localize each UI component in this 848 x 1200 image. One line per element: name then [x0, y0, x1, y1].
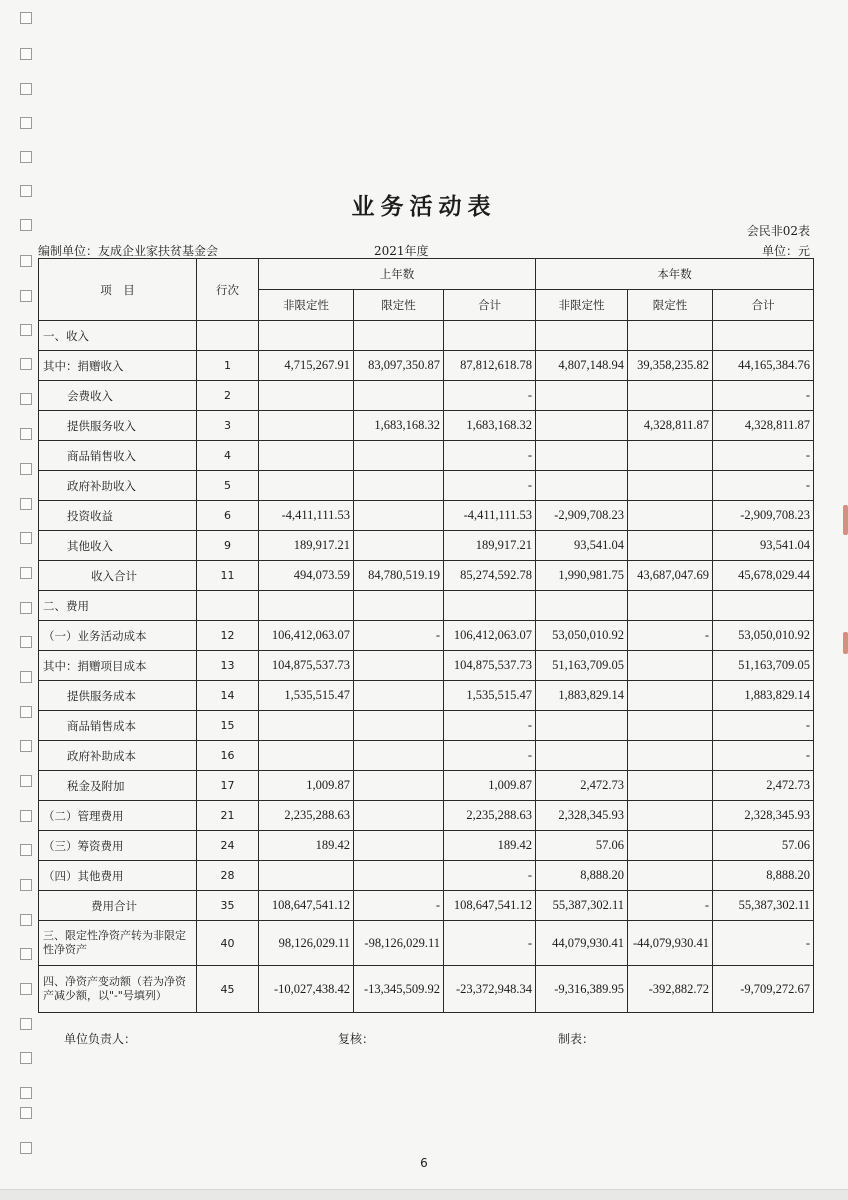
row-item: 其他收入 [39, 531, 197, 561]
row-item: （二）管理费用 [39, 801, 197, 831]
cell-prev-unrestricted [259, 381, 354, 411]
cell-prev-total: 85,274,592.78 [444, 561, 536, 591]
cell-curr-total: - [713, 741, 814, 771]
cell-prev-total: - [444, 381, 536, 411]
cell-curr-restricted: - [628, 891, 713, 921]
cell-curr-unrestricted: 57.06 [536, 831, 628, 861]
binding-hole [20, 914, 32, 926]
binding-hole [20, 602, 32, 614]
cell-curr-restricted [628, 591, 713, 621]
row-item: 提供服务收入 [39, 411, 197, 441]
cell-curr-restricted [628, 711, 713, 741]
cell-curr-unrestricted: 93,541.04 [536, 531, 628, 561]
cell-prev-unrestricted [259, 411, 354, 441]
cell-prev-total: 87,812,618.78 [444, 351, 536, 381]
binding-hole [20, 983, 32, 995]
cell-curr-unrestricted: 55,387,302.11 [536, 891, 628, 921]
cell-prev-unrestricted: 2,235,288.63 [259, 801, 354, 831]
cell-curr-unrestricted: 1,883,829.14 [536, 681, 628, 711]
cell-prev-unrestricted: -10,027,438.42 [259, 966, 354, 1013]
cell-prev-restricted: -98,126,029.11 [354, 921, 444, 966]
row-number: 40 [197, 921, 259, 966]
binding-hole [20, 671, 32, 683]
row-item: 提供服务成本 [39, 681, 197, 711]
row-item: （三）筹资费用 [39, 831, 197, 861]
binding-hole [20, 117, 32, 129]
form-code: 会民非02表 [746, 224, 810, 238]
cell-curr-total: 44,165,384.76 [713, 351, 814, 381]
cell-prev-restricted [354, 681, 444, 711]
row-item: 二、费用 [39, 591, 197, 621]
table-row [39, 501, 814, 531]
cell-prev-total [444, 591, 536, 621]
cell-curr-restricted: 43,687,047.69 [628, 561, 713, 591]
header-curr-total: 合计 [713, 290, 814, 321]
binding-hole [20, 498, 32, 510]
cell-curr-total [713, 591, 814, 621]
signature-head: 单位负责人： [64, 1032, 137, 1046]
cell-prev-unrestricted: 1,535,515.47 [259, 681, 354, 711]
cell-curr-total: 4,328,811.87 [713, 411, 814, 441]
cell-prev-total [444, 321, 536, 351]
row-number: 35 [197, 891, 259, 921]
cell-curr-restricted [628, 831, 713, 861]
table-row [39, 801, 814, 831]
cell-curr-restricted [628, 441, 713, 471]
cell-curr-unrestricted: 1,990,981.75 [536, 561, 628, 591]
row-item: 三、限定性净资产转为非限定性净资产 [39, 921, 197, 966]
cell-curr-total: - [713, 711, 814, 741]
cell-prev-unrestricted: 4,715,267.91 [259, 351, 354, 381]
row-number: 15 [197, 711, 259, 741]
row-number: 28 [197, 861, 259, 891]
cell-prev-unrestricted [259, 711, 354, 741]
table-row [39, 351, 814, 381]
cell-prev-unrestricted: 104,875,537.73 [259, 651, 354, 681]
table-row [39, 891, 814, 921]
binding-hole [20, 775, 32, 787]
binding-hole [20, 324, 32, 336]
row-number: 2 [197, 381, 259, 411]
cell-prev-total: -23,372,948.34 [444, 966, 536, 1013]
cell-curr-restricted: -392,882.72 [628, 966, 713, 1013]
cell-prev-restricted [354, 831, 444, 861]
cell-curr-unrestricted: 2,328,345.93 [536, 801, 628, 831]
activity-table [38, 258, 814, 1013]
cell-curr-unrestricted: 53,050,010.92 [536, 621, 628, 651]
row-item: （一）业务活动成本 [39, 621, 197, 651]
row-number: 4 [197, 441, 259, 471]
table-row [39, 591, 814, 621]
binding-holes [20, 0, 36, 1200]
cell-curr-total: - [713, 921, 814, 966]
table-row [39, 381, 814, 411]
cell-prev-total: - [444, 741, 536, 771]
cell-curr-restricted: 39,358,235.82 [628, 351, 713, 381]
binding-hole [20, 1052, 32, 1064]
cell-prev-unrestricted [259, 861, 354, 891]
table-row [39, 441, 814, 471]
binding-hole [20, 151, 32, 163]
cell-curr-total: 2,328,345.93 [713, 801, 814, 831]
row-number: 12 [197, 621, 259, 651]
table-row [39, 771, 814, 801]
row-number [197, 321, 259, 351]
cell-curr-unrestricted [536, 711, 628, 741]
cell-prev-total: 189,917.21 [444, 531, 536, 561]
cell-prev-restricted: -13,345,509.92 [354, 966, 444, 1013]
binding-hole [20, 706, 32, 718]
binding-hole [20, 844, 32, 856]
cell-prev-unrestricted: 189.42 [259, 831, 354, 861]
cell-prev-unrestricted [259, 471, 354, 501]
cell-curr-restricted [628, 321, 713, 351]
table-row [39, 321, 814, 351]
row-number: 45 [197, 966, 259, 1013]
binding-hole [20, 393, 32, 405]
row-number: 3 [197, 411, 259, 441]
row-number [197, 591, 259, 621]
row-item: 收入合计 [39, 561, 197, 591]
cell-curr-unrestricted: 51,163,709.05 [536, 651, 628, 681]
table-row [39, 561, 814, 591]
cell-prev-total: - [444, 861, 536, 891]
signature-line [0, 1030, 848, 1046]
table-row [39, 741, 814, 771]
cell-curr-total: - [713, 441, 814, 471]
row-number: 1 [197, 351, 259, 381]
cell-curr-restricted: -44,079,930.41 [628, 921, 713, 966]
row-item: 四、净资产变动额（若为净资产减少额，以"-"号填列） [39, 966, 197, 1013]
header-prev-restricted: 限定性 [354, 290, 444, 321]
cell-prev-restricted: - [354, 891, 444, 921]
table-row [39, 831, 814, 861]
cell-prev-restricted: 83,097,350.87 [354, 351, 444, 381]
cell-prev-restricted: 1,683,168.32 [354, 411, 444, 441]
binding-hole [20, 1107, 32, 1119]
binding-hole [20, 358, 32, 370]
cell-prev-restricted [354, 801, 444, 831]
row-item: （四）其他费用 [39, 861, 197, 891]
table-row [39, 711, 814, 741]
cell-curr-unrestricted [536, 321, 628, 351]
row-item: 政府补助收入 [39, 471, 197, 501]
row-number: 5 [197, 471, 259, 501]
cell-prev-unrestricted: 108,647,541.12 [259, 891, 354, 921]
cell-curr-total: 8,888.20 [713, 861, 814, 891]
cell-prev-total: 1,683,168.32 [444, 411, 536, 441]
row-number: 6 [197, 501, 259, 531]
cell-curr-total: 45,678,029.44 [713, 561, 814, 591]
cell-prev-total: 1,009.87 [444, 771, 536, 801]
org-label: 编制单位：友成企业家扶贫基金会 [38, 244, 219, 258]
binding-hole [20, 948, 32, 960]
cell-prev-restricted [354, 471, 444, 501]
cell-prev-restricted: 84,780,519.19 [354, 561, 444, 591]
binding-hole [20, 83, 32, 95]
header-curr-year: 本年数 [536, 259, 814, 290]
cell-curr-unrestricted [536, 591, 628, 621]
cell-curr-total: 93,541.04 [713, 531, 814, 561]
cell-prev-restricted [354, 441, 444, 471]
header-curr-restricted: 限定性 [628, 290, 713, 321]
binding-hole [20, 810, 32, 822]
cell-curr-restricted [628, 471, 713, 501]
unit-label: 单位：元 [761, 244, 810, 258]
page-edge [0, 1189, 848, 1200]
cell-prev-unrestricted [259, 591, 354, 621]
cell-prev-restricted [354, 501, 444, 531]
report-meta [38, 242, 810, 258]
table-row [39, 921, 814, 966]
cell-curr-restricted [628, 861, 713, 891]
cell-curr-restricted [628, 501, 713, 531]
header-item: 项 目 [39, 259, 197, 321]
cell-curr-restricted [628, 771, 713, 801]
cell-curr-total [713, 321, 814, 351]
cell-prev-total: 2,235,288.63 [444, 801, 536, 831]
cell-curr-unrestricted [536, 381, 628, 411]
cell-curr-unrestricted: 44,079,930.41 [536, 921, 628, 966]
header-prev-unrestricted: 非限定性 [259, 290, 354, 321]
cell-curr-total: 2,472.73 [713, 771, 814, 801]
cell-prev-total: - [444, 441, 536, 471]
binding-hole [20, 636, 32, 648]
cell-prev-total: 189.42 [444, 831, 536, 861]
cell-curr-unrestricted: 8,888.20 [536, 861, 628, 891]
cell-curr-total: - [713, 471, 814, 501]
table-row [39, 621, 814, 651]
row-number: 13 [197, 651, 259, 681]
cell-curr-total: 55,387,302.11 [713, 891, 814, 921]
table-body [39, 321, 814, 1013]
cell-curr-unrestricted: 2,472.73 [536, 771, 628, 801]
cell-curr-restricted [628, 531, 713, 561]
binding-hole [20, 740, 32, 752]
row-item: 其中：捐赠项目成本 [39, 651, 197, 681]
cell-curr-total: 57.06 [713, 831, 814, 861]
table-header-row [39, 259, 814, 290]
binding-hole [20, 12, 32, 24]
signature-prepare: 制表： [558, 1032, 595, 1046]
cell-curr-total: -2,909,708.23 [713, 501, 814, 531]
binding-hole [20, 1018, 32, 1030]
cell-curr-total: 1,883,829.14 [713, 681, 814, 711]
cell-prev-total: 108,647,541.12 [444, 891, 536, 921]
row-item: 一、收入 [39, 321, 197, 351]
cell-prev-total: 1,535,515.47 [444, 681, 536, 711]
row-number: 21 [197, 801, 259, 831]
cell-prev-total: 104,875,537.73 [444, 651, 536, 681]
cell-curr-restricted: - [628, 621, 713, 651]
cell-curr-unrestricted [536, 411, 628, 441]
cell-curr-restricted [628, 741, 713, 771]
cell-prev-unrestricted: -4,411,111.53 [259, 501, 354, 531]
cell-prev-unrestricted: 1,009.87 [259, 771, 354, 801]
cell-prev-total: - [444, 471, 536, 501]
stamp-edge-mark [843, 632, 848, 654]
cell-prev-restricted [354, 591, 444, 621]
cell-prev-restricted [354, 531, 444, 561]
binding-hole [20, 290, 32, 302]
table-row [39, 471, 814, 501]
cell-prev-unrestricted [259, 741, 354, 771]
cell-prev-total: 106,412,063.07 [444, 621, 536, 651]
row-number: 16 [197, 741, 259, 771]
table-row [39, 966, 814, 1013]
binding-hole [20, 428, 32, 440]
cell-prev-restricted [354, 381, 444, 411]
cell-curr-total: -9,709,272.67 [713, 966, 814, 1013]
cell-prev-unrestricted: 189,917.21 [259, 531, 354, 561]
cell-curr-restricted [628, 681, 713, 711]
table-row [39, 411, 814, 441]
cell-prev-restricted [354, 711, 444, 741]
binding-hole [20, 567, 32, 579]
cell-curr-unrestricted: 4,807,148.94 [536, 351, 628, 381]
row-item: 会费收入 [39, 381, 197, 411]
page-number: 6 [420, 1156, 428, 1170]
binding-hole [20, 879, 32, 891]
cell-prev-restricted [354, 861, 444, 891]
cell-prev-unrestricted: 98,126,029.11 [259, 921, 354, 966]
cell-curr-unrestricted [536, 441, 628, 471]
row-item: 政府补助成本 [39, 741, 197, 771]
cell-curr-restricted [628, 651, 713, 681]
cell-prev-unrestricted [259, 441, 354, 471]
cell-curr-total: 51,163,709.05 [713, 651, 814, 681]
header-curr-unrestricted: 非限定性 [536, 290, 628, 321]
cell-prev-unrestricted: 494,073.59 [259, 561, 354, 591]
binding-hole [20, 1087, 32, 1099]
cell-curr-unrestricted [536, 471, 628, 501]
binding-hole [20, 463, 32, 475]
year-label: 2021年度 [374, 244, 429, 258]
header-row-no: 行次 [197, 259, 259, 321]
binding-hole [20, 255, 32, 267]
binding-hole [20, 532, 32, 544]
cell-curr-restricted [628, 381, 713, 411]
table-row [39, 681, 814, 711]
row-number: 11 [197, 561, 259, 591]
cell-prev-restricted [354, 741, 444, 771]
cell-prev-unrestricted: 106,412,063.07 [259, 621, 354, 651]
cell-prev-restricted [354, 321, 444, 351]
stamp-edge-mark [843, 505, 848, 535]
cell-curr-restricted [628, 801, 713, 831]
row-item: 税金及附加 [39, 771, 197, 801]
cell-curr-restricted: 4,328,811.87 [628, 411, 713, 441]
cell-prev-restricted [354, 651, 444, 681]
cell-prev-restricted [354, 771, 444, 801]
cell-curr-unrestricted [536, 741, 628, 771]
row-item: 商品销售成本 [39, 711, 197, 741]
cell-prev-unrestricted [259, 321, 354, 351]
row-number: 14 [197, 681, 259, 711]
binding-hole [20, 1142, 32, 1154]
cell-prev-total: -4,411,111.53 [444, 501, 536, 531]
row-item: 其中：捐赠收入 [39, 351, 197, 381]
row-number: 17 [197, 771, 259, 801]
cell-curr-unrestricted: -9,316,389.95 [536, 966, 628, 1013]
row-item: 费用合计 [39, 891, 197, 921]
row-item: 商品销售收入 [39, 441, 197, 471]
cell-curr-total: - [713, 381, 814, 411]
report-title: 业务活动表 [351, 193, 497, 220]
table-row [39, 531, 814, 561]
header-prev-total: 合计 [444, 290, 536, 321]
cell-curr-total: 53,050,010.92 [713, 621, 814, 651]
cell-prev-total: - [444, 921, 536, 966]
cell-prev-restricted: - [354, 621, 444, 651]
header-prev-year: 上年数 [259, 259, 536, 290]
table-row [39, 861, 814, 891]
row-item: 投资收益 [39, 501, 197, 531]
cell-curr-unrestricted: -2,909,708.23 [536, 501, 628, 531]
cell-prev-total: - [444, 711, 536, 741]
table-row [39, 651, 814, 681]
row-number: 24 [197, 831, 259, 861]
binding-hole [20, 48, 32, 60]
row-number: 9 [197, 531, 259, 561]
signature-review: 复核： [338, 1032, 375, 1046]
